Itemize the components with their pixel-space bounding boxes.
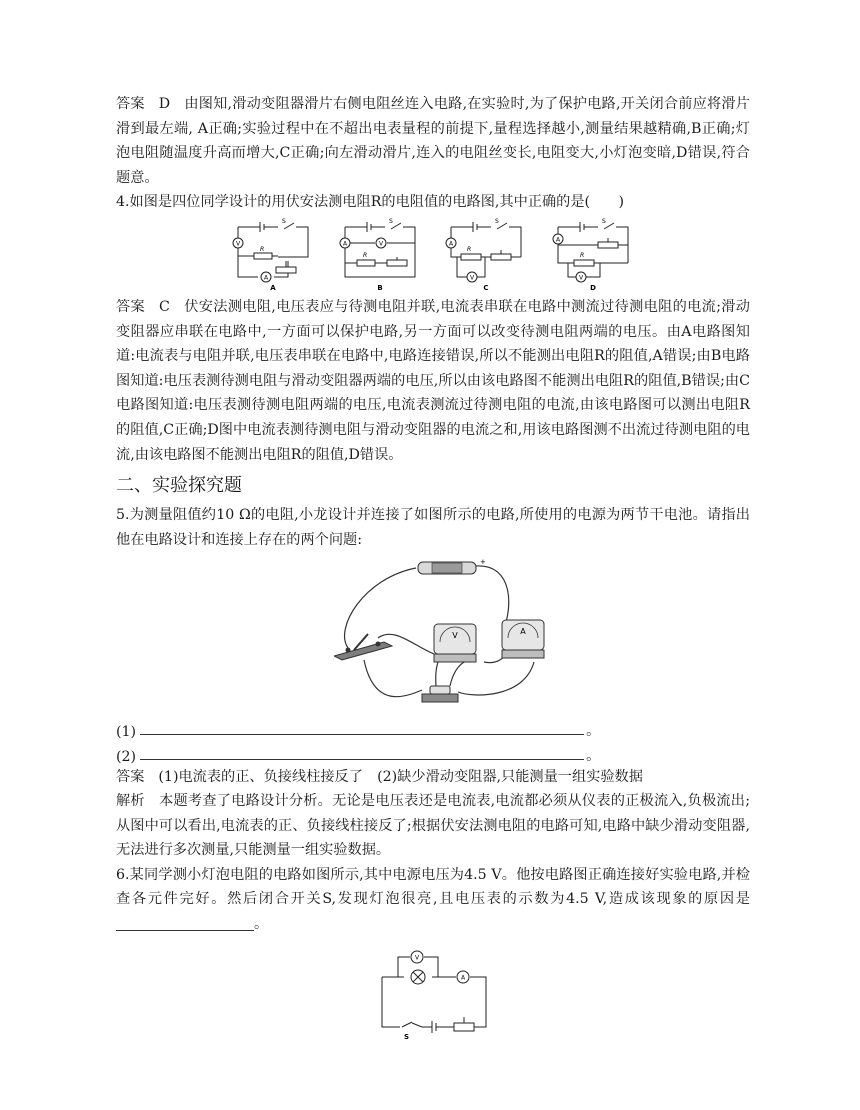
- q4-answer: [116, 295, 750, 467]
- ammeter-symbol: A: [342, 240, 347, 248]
- resistor-symbol: R: [579, 251, 585, 259]
- q4-question: 4.如图是四位同学设计的用伏安法测电阻R的电阻值的电路图,其中正确的是( ): [116, 194, 624, 211]
- circuit-photo-svg: [334, 558, 634, 713]
- option-label-d: D: [590, 283, 596, 292]
- resistor-symbol: R: [467, 245, 472, 253]
- ammeter-symbol: A: [449, 240, 454, 248]
- voltmeter-symbol: V: [578, 274, 584, 282]
- circuit-c: [441, 217, 531, 293]
- resistor-device-icon: [422, 686, 458, 702]
- circuit-b: [335, 217, 425, 293]
- q6-question-text: 6.某同学测小灯泡电阻的电路如图所示,其中电源电压为4.5 V。他按电路图正确连接好实验电路,并检查各元件完好。然后闭合开关S,发现灯泡很亮,且电压表的示数为4.5 V,造成该现象的原因是: [116, 866, 750, 908]
- q6-question: [116, 863, 750, 937]
- voltmeter-symbol: V: [470, 274, 475, 282]
- q5-blank-1: [116, 715, 750, 740]
- answer-blank-line: [140, 745, 584, 760]
- resistor-symbol: R: [260, 245, 265, 253]
- blank-end: 。: [586, 747, 601, 764]
- q6-circuit-diagram: [378, 949, 498, 1039]
- q5-circuit-photo: [334, 558, 634, 713]
- circuit-d-svg: [548, 217, 638, 293]
- answer-label: 答案: [116, 768, 145, 785]
- voltmeter-device-icon: [434, 624, 476, 662]
- option-label-a: A: [270, 283, 276, 292]
- analysis-text: 本题考查了电路设计分析。无论是电压表还是电流表,电流都必须从仪表的正极流入,负极流出;从图中可以看出,电流表的正、负接线柱接反了;根据伏安法测电阻的电路可知,电路中缺少滑动变阻器,无法进行多次测量,只能测量一组实验数据。: [116, 793, 750, 859]
- answer-value: (1)电流表的正、负接线柱接反了 (2)缺少滑动变阻器,只能测量一组实验数据: [158, 768, 643, 785]
- blank-label: (2): [116, 748, 137, 765]
- ammeter-symbol: A: [460, 974, 466, 982]
- ammeter-symbol: A: [263, 274, 269, 282]
- analysis-label: 解析: [116, 793, 145, 810]
- ammeter-symbol: A: [555, 236, 561, 244]
- battery-plus-sign: +: [480, 558, 486, 567]
- ammeter-device-icon: [502, 620, 544, 658]
- knife-switch-icon: [334, 634, 392, 660]
- resistor-symbol: R: [362, 251, 367, 259]
- answer-blank-line: [116, 916, 254, 931]
- voltmeter-symbol: V: [235, 240, 241, 248]
- q4-circuit-diagrams: [228, 217, 638, 293]
- q5-analysis: [116, 789, 750, 863]
- voltmeter-symbol: V: [378, 240, 383, 248]
- blank-end: 。: [586, 722, 601, 739]
- q5-question: 5.为测量阻值约10 Ω的电阻,小龙设计并连接了如图所示的电路,所使用的电源为两节干电池。请指出他在电路设计和连接上存在的两个问题:: [116, 507, 750, 548]
- answer-value: D: [158, 96, 171, 112]
- q5-blank-2: [116, 740, 750, 765]
- switch-symbol: S: [404, 1032, 410, 1039]
- answer-label: 答案: [116, 298, 146, 315]
- switch-symbol: S: [282, 217, 286, 225]
- voltmeter-symbol: V: [414, 954, 420, 962]
- option-label-c: C: [483, 283, 489, 292]
- section-title: 二、实验探究题: [116, 475, 242, 497]
- switch-symbol: S: [495, 217, 500, 225]
- blank-label: (1): [116, 723, 137, 740]
- circuit-a-svg: [228, 217, 318, 293]
- circuit-d: [548, 217, 638, 293]
- circuit-b-svg: [335, 217, 425, 293]
- q6-question-end: 。: [254, 916, 269, 933]
- q3-answer: [116, 92, 750, 190]
- circuit-c-svg: [441, 217, 531, 293]
- answer-explanation: 伏安法测电阻,电压表应与待测电阻并联,电流表串联在电路中测流过待测电阻的电流;滑动变阻器应串联在电路中,一方面可以保护电路,另一方面可以改变待测电阻两端的电压。由A电路图知道:电流表与电阻并联,电压表串联在电路中,电路连接错误,所以不能测出电阻R的阻值,A错误;由B电路图知道:电压表测待测电阻与滑动变阻器两端的电压,所以由该电路图不能测出电阻R的阻值,B错误;由C电路图知道:电压表测待测电阻两端的电压,电流表测流过待测电阻的电流,由该电路图可以测出电阻R的阻值,C正确;D图中电流表测待测电阻与滑动变阻器的电流之和,用该电路图测不出流过待测电阻的电流,由该电路图不能测出电阻R的阻值,D错误。: [116, 298, 750, 463]
- switch-symbol: S: [601, 217, 606, 225]
- circuit-a: [228, 217, 318, 293]
- answer-value: C: [159, 298, 170, 315]
- document-page: [116, 92, 750, 1039]
- q5-answer: [116, 765, 750, 790]
- q6-circuit-svg: [378, 949, 498, 1039]
- option-label-b: B: [376, 283, 383, 292]
- answer-label: 答案: [116, 96, 145, 112]
- answer-blank-line: [140, 720, 584, 735]
- answer-explanation: 由图知,滑动变阻器滑片右侧电阻丝连入电路,在实验时,为了保护电路,开关闭合前应将滑片滑到最左端, A正确;实验过程中在不超出电表量程的前提下,量程选择越小,测量结果越精确,B正确;灯泡电阻随温度升高而增大,C正确;向左滑动滑片,连入的电阻丝变长,电阻变大,小灯泡变暗,D错误,符合题意。: [116, 96, 750, 186]
- voltmeter-letter: V: [452, 631, 458, 641]
- ammeter-letter: A: [520, 627, 526, 637]
- switch-symbol: S: [388, 217, 393, 225]
- battery-icon: [418, 558, 486, 574]
